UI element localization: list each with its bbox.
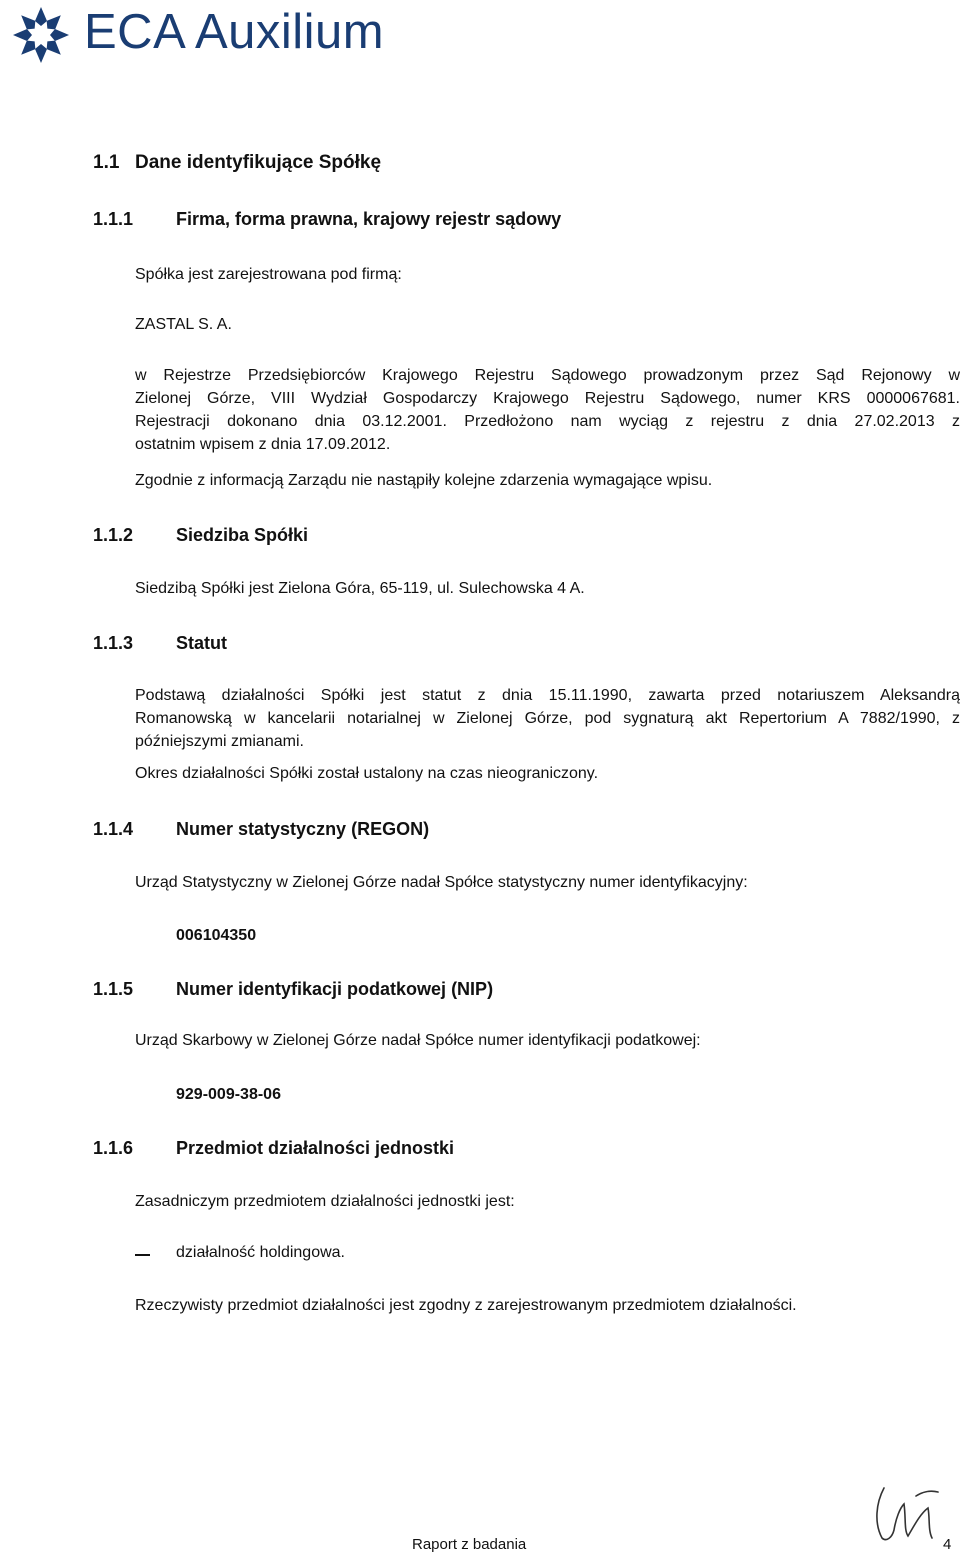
subsection-title: Numer identyfikacji podatkowej (NIP) (176, 979, 494, 999)
section-number: 1.1 (93, 152, 120, 173)
paragraph-line: Zielonej Górze, VIII Wydział Gospodarczy Krajowego Rejestru Sądowego, numer KRS 0000067681. (135, 390, 960, 407)
paragraph: Spółka jest zarejestrowana pod firmą: (135, 266, 402, 283)
subsection-number: 1.1.1 (93, 209, 134, 229)
brand-name: ECA Auxilium (84, 5, 385, 59)
section-title: Dane identyfikujące Spółkę (135, 152, 382, 173)
subsection-number: 1.1.4 (93, 819, 134, 839)
subsection-title: Firma, forma prawna, krajowy rejestr sądowy (176, 209, 562, 229)
paragraph-line: Romanowską w kancelarii notarialnej w Zielonej Górze, pod sygnaturą akt Repertorium A 7882/1990, z (135, 710, 960, 727)
page-number: 4 (943, 1536, 952, 1553)
subsection-title: Numer statystyczny (REGON) (176, 819, 430, 839)
subsection-title: Siedziba Spółki (176, 525, 309, 545)
footer-label: Raport z badania (412, 1536, 527, 1553)
paragraph-line: późniejszymi zmianami. (135, 733, 304, 750)
paragraph: Zasadniczym przedmiotem działalności jednostki jest: (135, 1193, 515, 1210)
paragraph: Urząd Skarbowy w Zielonej Górze nadał Spółce numer identyfikacji podatkowej: (135, 1032, 701, 1049)
logo (0, 0, 400, 70)
regon-value: 006104350 (176, 927, 257, 944)
bullet-dash (135, 1254, 150, 1256)
subsection-number: 1.1.3 (93, 633, 134, 653)
paragraph: Okres działalności Spółki został ustalony na czas nieograniczony. (135, 765, 599, 782)
subsection-number: 1.1.2 (93, 525, 134, 545)
paragraph: Urząd Statystyczny w Zielonej Górze nadał Spółce statystyczny numer identyfikacyjny: (135, 874, 748, 891)
subsection-number: 1.1.5 (93, 979, 134, 999)
paragraph-line: w Rejestrze Przedsiębiorców Krajowego Rejestru Sądowego prowadzonym przez Sąd Rejonowy w (135, 367, 960, 384)
paragraph: Siedzibą Spółki jest Zielona Góra, 65-119, ul. Sulechowska 4 A. (135, 580, 585, 597)
paragraph-line: Podstawą działalności Spółki jest statut z dnia 15.11.1990, zawarta przed notariuszem Aleksandrą (135, 687, 960, 704)
star-burst-icon (4, 2, 78, 68)
paragraph: Rzeczywisty przedmiot działalności jest zgodny z zarejestrowanym przedmiotem działalności. (135, 1297, 797, 1314)
paragraph: Zgodnie z informacją Zarządu nie nastąpiły kolejne zdarzenia wymagające wpisu. (135, 472, 713, 489)
bullet-text: działalność holdingowa. (176, 1244, 345, 1261)
paragraph-line: ostatnim wpisem z dnia 17.09.2012. (135, 436, 391, 453)
company-name: ZASTAL S. A. (135, 316, 232, 333)
nip-value: 929-009-38-06 (176, 1086, 281, 1103)
paragraph-line: Rejestracji dokonano dnia 03.12.2001. Przedłożono nam wyciąg z rejestru z dnia 27.02.2013 z (135, 413, 960, 430)
subsection-title: Statut (176, 633, 227, 653)
subsection-number: 1.1.6 (93, 1138, 134, 1158)
subsection-title: Przedmiot działalności jednostki (176, 1138, 455, 1158)
